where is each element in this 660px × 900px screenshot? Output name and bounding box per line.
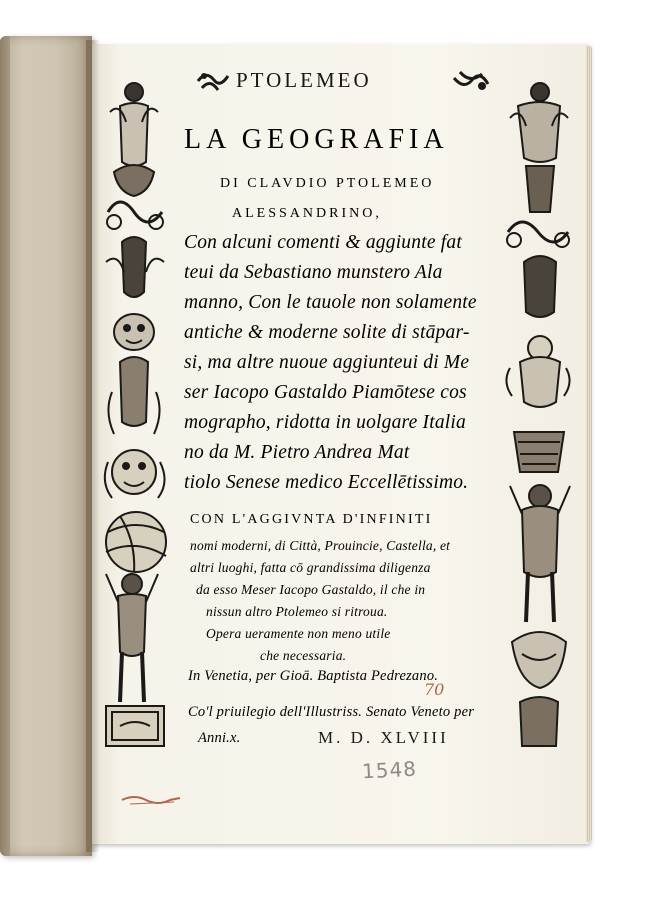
author-origin: ALESSANDRINO, [232,206,382,221]
pencil-year-note: 1548 [361,756,418,784]
description-line: mographo, ridotta in uolgare Italia [184,412,466,433]
page-block-edge [586,46,592,842]
book-cover-board [0,36,92,856]
addition-line: Opera ueramente non meno utile [206,626,391,641]
description-line: si, ma altre nuoue aggiunteui di Me [184,352,470,373]
addition-line: che necessaria. [260,648,347,663]
description-line: antiche & moderne solite di stāpar- [184,322,470,343]
privilege-line: Co'l priuilegio dell'Illustriss. Senato Veneto per [188,704,475,720]
description-line: ser Iacopo Gastaldo Piamōtese cos [184,382,467,403]
addition-heading: CON L'AGGIVNTA D'INFINITI [190,512,433,527]
addition-line: nomi moderni, di Città, Prouincie, Castella, et [190,538,451,553]
addition-line: altri luoghi, fatta cō grandissima diligenza [190,560,431,575]
left-woodcut-border [100,62,170,752]
description-line: teui da Sebastiano munstero Ala [184,262,443,283]
imprint: In Venetia, per Gioā. Baptista Pedrezano. [188,668,439,684]
privilege-term: Anni.x. [198,730,241,746]
right-ornament-icon [452,68,490,94]
page-gutter-shadow [86,40,100,852]
left-ornament-icon [196,68,230,94]
red-ink-mark-icon [120,792,182,806]
description-line: no da M. Pietro Andrea Mat [184,442,410,463]
addition-line: nissun altro Ptolemeo si ritroua. [206,604,388,619]
running-head: PTOLEMEO [236,68,372,92]
description-line: tiolo Senese medico Eccellētissimo. [184,472,469,493]
book-spine-edge [0,36,10,856]
manuscript-number: 70 [424,680,445,699]
publication-date: M. D. XLVIII [318,728,449,747]
description-line: manno, Con le tauole non solamente [184,292,477,313]
author-line: DI CLAVDIO PTOLEMEO [220,176,435,191]
addition-line: da esso Meser Iacopo Gastaldo, il che in [196,582,426,597]
right-woodcut-border [502,62,574,752]
description-line: Con alcuni comenti & aggiunte fat [184,232,462,253]
book-title: LA GEOGRAFIA [184,124,449,155]
